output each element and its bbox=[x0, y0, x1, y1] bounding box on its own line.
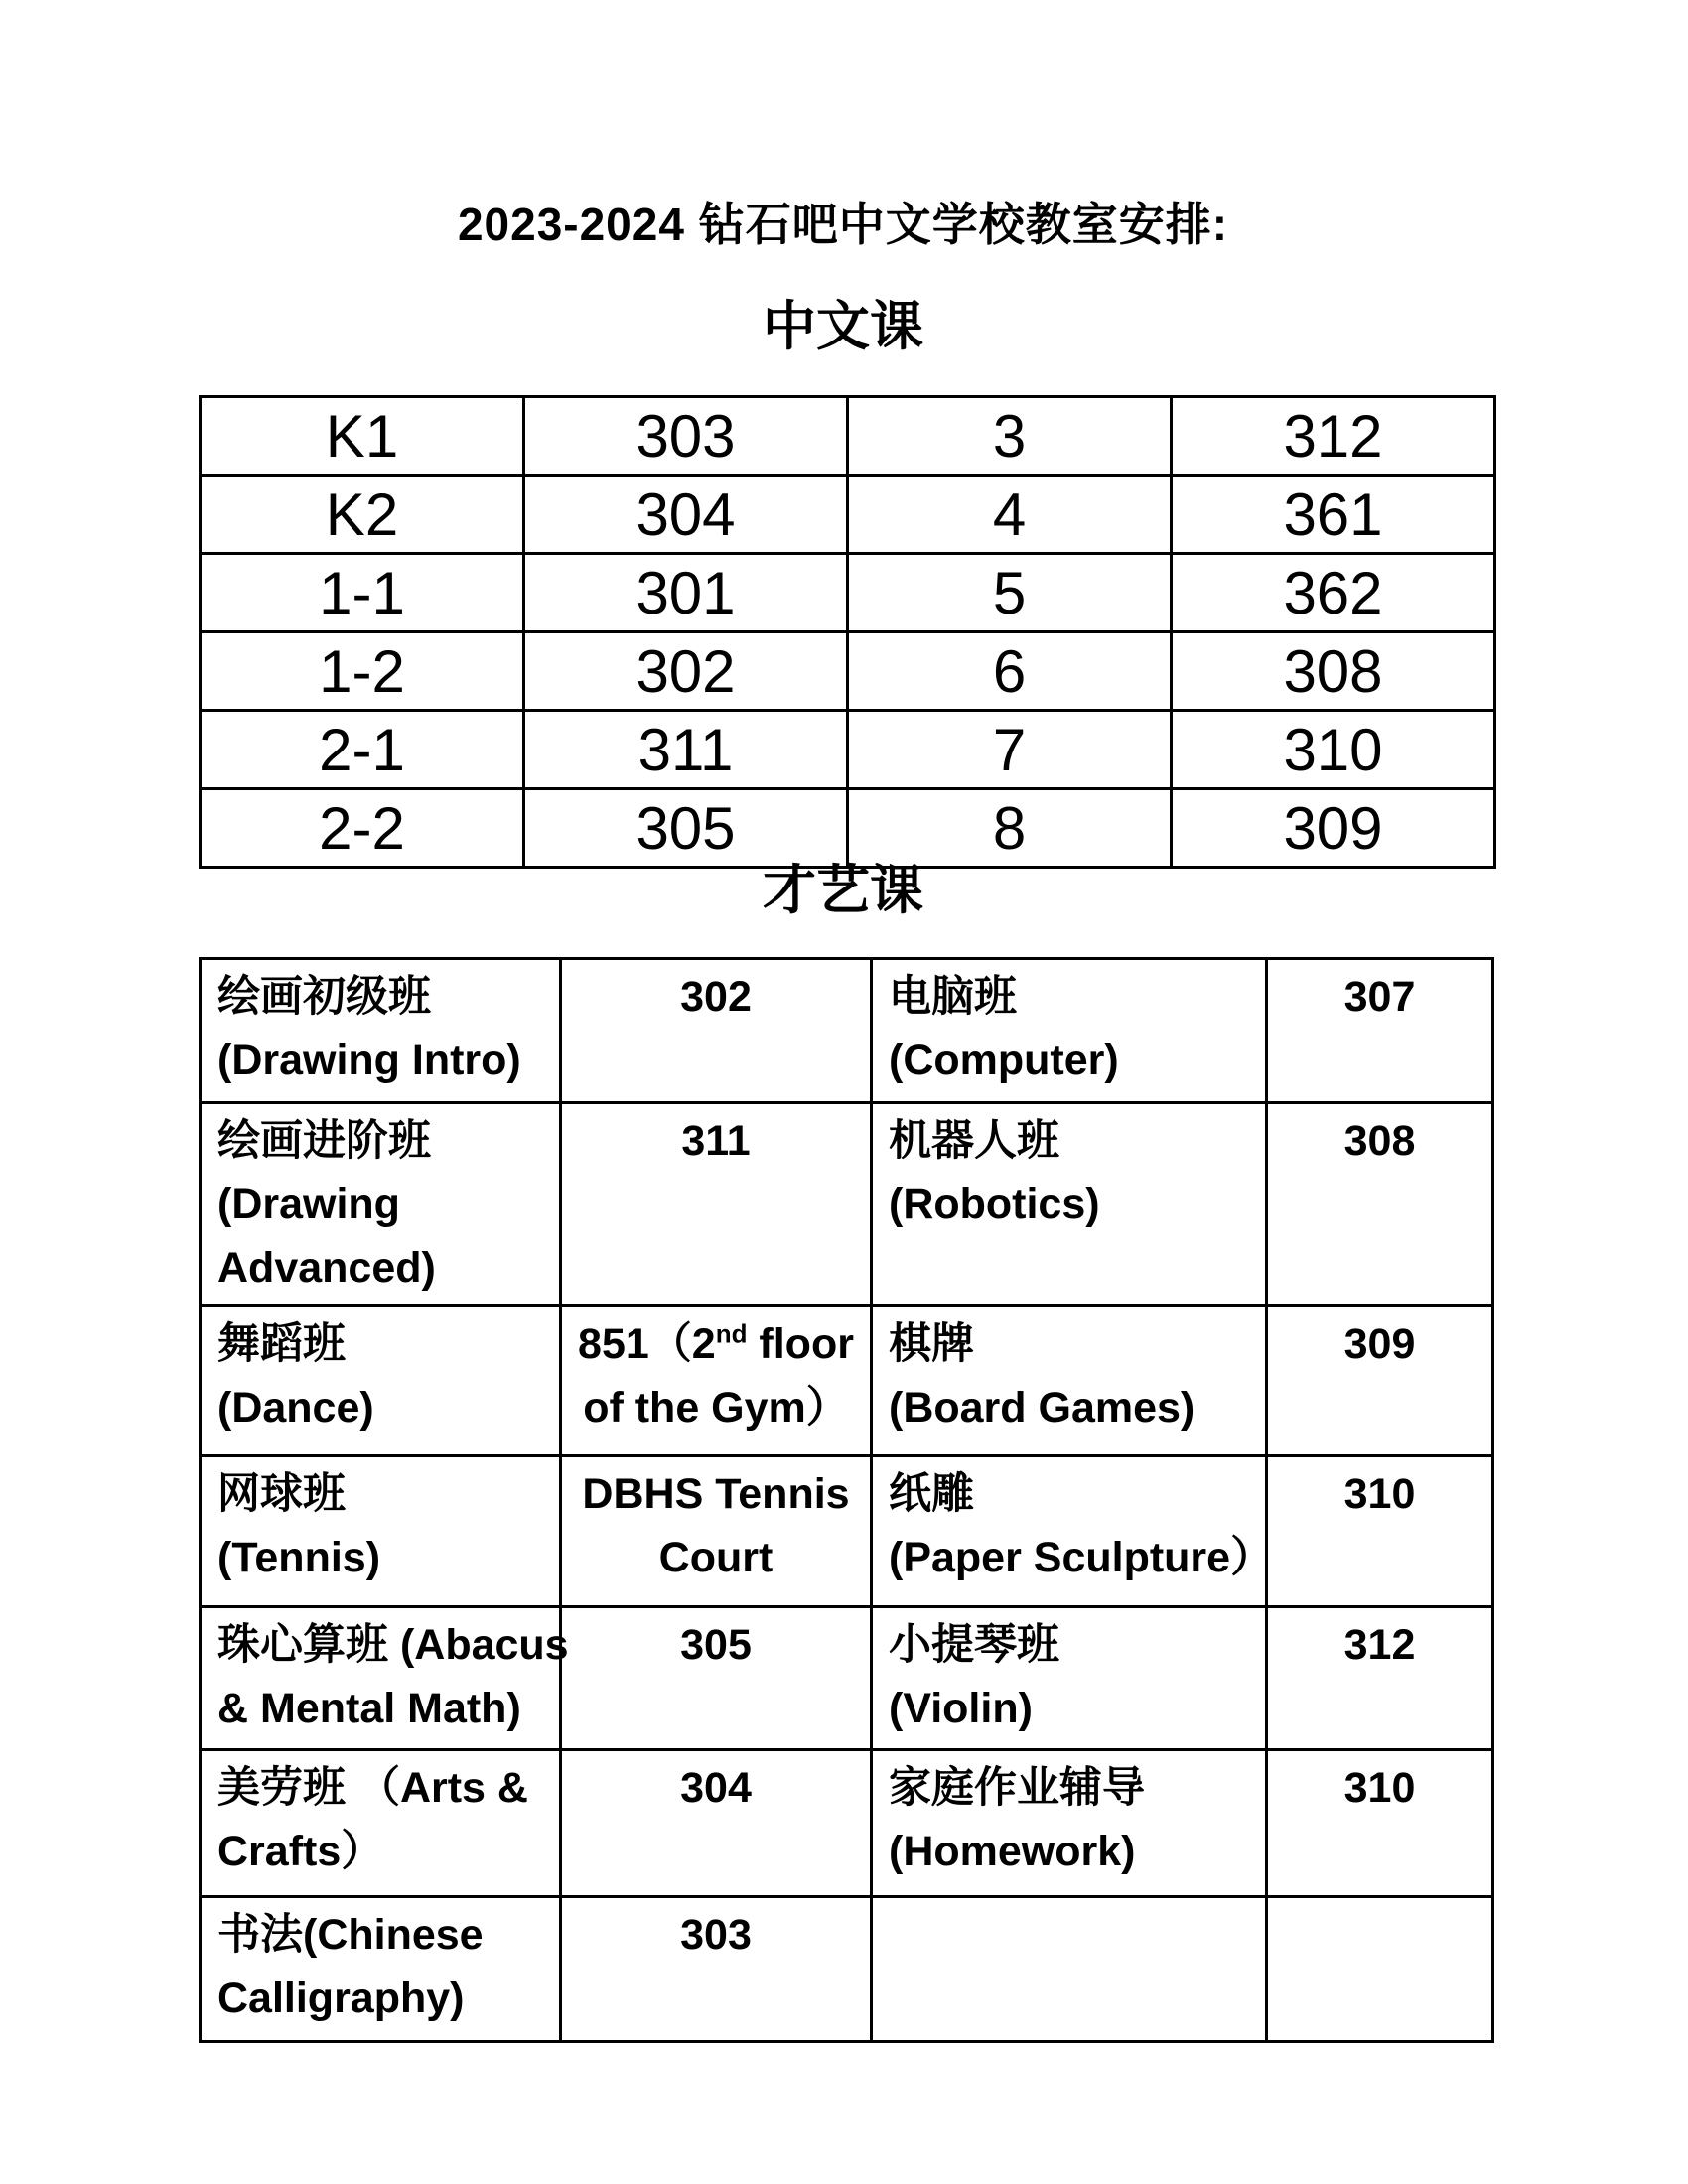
room-cell bbox=[1267, 1456, 1493, 1607]
room-cell: 311 bbox=[524, 711, 848, 789]
room-cell: 362 bbox=[1172, 554, 1495, 632]
class-name-zh: 舞蹈班 bbox=[217, 1320, 346, 1368]
room-number: 309 bbox=[1343, 1320, 1416, 1368]
table-row bbox=[201, 1897, 1493, 2042]
room-cell bbox=[561, 1750, 872, 1897]
room-cell bbox=[1267, 1607, 1493, 1750]
table-row bbox=[201, 554, 1495, 632]
room-cell bbox=[1267, 1103, 1493, 1306]
table-row bbox=[201, 959, 1493, 1103]
class-name-en: Calligraphy) bbox=[217, 1975, 465, 2022]
grade-cell: 3 bbox=[848, 397, 1172, 476]
room-cell bbox=[1267, 1750, 1493, 1897]
class-name-zh: 机器人班 bbox=[889, 1117, 1059, 1164]
class-name-en: (Board Games) bbox=[889, 1384, 1196, 1432]
table-row bbox=[201, 711, 1495, 789]
class-name-en: (Tennis) bbox=[217, 1534, 381, 1581]
class-name-zh: 珠心算班 (Abacus bbox=[217, 1621, 569, 1669]
room-cell: 304 bbox=[524, 476, 848, 554]
grade-cell: 5 bbox=[848, 554, 1172, 632]
table-row bbox=[201, 1456, 1493, 1607]
room-number: 302 bbox=[680, 973, 752, 1021]
empty-cell bbox=[1267, 1897, 1493, 2042]
talent-class-table bbox=[199, 957, 1494, 2043]
class-name-cell bbox=[201, 1306, 561, 1456]
grade-cell: 2-2 bbox=[201, 789, 524, 868]
class-name-zh: 电脑班 bbox=[889, 973, 1017, 1021]
room-number: 308 bbox=[1343, 1117, 1416, 1164]
class-name-cell bbox=[201, 959, 561, 1103]
room-number: 305 bbox=[680, 1621, 752, 1669]
class-name-en: (Drawing bbox=[217, 1180, 400, 1228]
room-location-line2: Court bbox=[658, 1534, 774, 1581]
class-name-cell bbox=[872, 1456, 1274, 1607]
table-row bbox=[201, 1306, 1493, 1456]
room-number-line2: of the Gym） bbox=[583, 1384, 849, 1432]
room-cell: 310 bbox=[1172, 711, 1495, 789]
grade-cell: 8 bbox=[848, 789, 1172, 868]
class-name-cell bbox=[872, 959, 1267, 1103]
room-cell bbox=[561, 1456, 872, 1607]
class-name-cell bbox=[872, 1607, 1267, 1750]
class-name-zh: 网球班 bbox=[217, 1470, 346, 1518]
room-location-line1: DBHS Tennis bbox=[582, 1470, 850, 1518]
room-cell bbox=[1267, 1306, 1493, 1456]
document-title: 2023-2024 钻石吧中文学校教室安排: bbox=[457, 199, 1229, 250]
table-row bbox=[201, 476, 1495, 554]
table-row bbox=[201, 1750, 1493, 1897]
class-name-en: (Homework) bbox=[889, 1828, 1136, 1875]
grade-cell: 6 bbox=[848, 632, 1172, 711]
class-name-cell bbox=[201, 1456, 561, 1607]
empty-cell bbox=[872, 1897, 1267, 2042]
section-heading-talent-class: 才艺课 bbox=[763, 861, 923, 920]
class-name-cell bbox=[201, 1103, 561, 1306]
class-name-en: Advanced) bbox=[217, 1244, 436, 1292]
room-number: 304 bbox=[680, 1764, 752, 1812]
table-row bbox=[201, 397, 1495, 476]
room-number: 310 bbox=[1343, 1470, 1416, 1518]
room-cell: 303 bbox=[524, 397, 848, 476]
room-cell: 305 bbox=[524, 789, 848, 868]
room-cell: 308 bbox=[1172, 632, 1495, 711]
grade-cell: 1-1 bbox=[201, 554, 524, 632]
grade-cell: 1-2 bbox=[201, 632, 524, 711]
grade-cell: 4 bbox=[848, 476, 1172, 554]
table-row bbox=[201, 632, 1495, 711]
class-name-cell bbox=[872, 1103, 1267, 1306]
class-name-cell bbox=[201, 1607, 569, 1750]
class-name-en: (Robotics) bbox=[889, 1180, 1100, 1228]
room-cell: 312 bbox=[1172, 397, 1495, 476]
class-name-en: (Paper Sculpture） bbox=[889, 1534, 1274, 1581]
table-row bbox=[201, 1103, 1493, 1306]
class-name-en: (Drawing Intro) bbox=[217, 1036, 521, 1084]
class-name-en: (Dance) bbox=[217, 1384, 374, 1432]
room-number: 310 bbox=[1343, 1764, 1416, 1812]
room-cell bbox=[561, 1897, 872, 2042]
class-name-cell bbox=[201, 1897, 561, 2042]
grade-cell: 7 bbox=[848, 711, 1172, 789]
class-name-cell bbox=[201, 1750, 561, 1897]
chinese-class-table bbox=[199, 395, 1496, 869]
room-number bbox=[566, 1312, 866, 1376]
room-number: 303 bbox=[680, 1911, 752, 1959]
class-name-zh: 纸雕 bbox=[889, 1470, 974, 1518]
class-name-zh: 书法(Chinese bbox=[217, 1911, 484, 1959]
room-cell bbox=[561, 1306, 872, 1456]
class-name-en: & Mental Math) bbox=[217, 1685, 521, 1732]
room-number: 307 bbox=[1343, 973, 1416, 1021]
room-number-text: floor bbox=[747, 1320, 854, 1368]
grade-cell: K1 bbox=[201, 397, 524, 476]
room-number: 312 bbox=[1343, 1621, 1416, 1669]
class-name-en: Crafts） bbox=[217, 1828, 384, 1875]
room-cell: 309 bbox=[1172, 789, 1495, 868]
class-name-en: (Computer) bbox=[889, 1036, 1119, 1084]
room-number: 311 bbox=[681, 1117, 751, 1164]
section-heading-chinese-class: 中文课 bbox=[763, 297, 923, 356]
grade-cell: K2 bbox=[201, 476, 524, 554]
room-number-text: 851（2 bbox=[578, 1320, 716, 1368]
class-name-zh: 家庭作业辅导 bbox=[889, 1764, 1145, 1812]
class-name-zh: 棋牌 bbox=[889, 1320, 974, 1368]
class-name-zh: 绘画进阶班 bbox=[217, 1117, 431, 1164]
room-cell bbox=[561, 1103, 872, 1306]
class-name-zh: 绘画初级班 bbox=[217, 973, 431, 1021]
table-row bbox=[201, 1607, 1493, 1750]
room-cell bbox=[1267, 959, 1493, 1103]
room-cell: 301 bbox=[524, 554, 848, 632]
room-cell: 302 bbox=[524, 632, 848, 711]
class-name-en: (Violin) bbox=[889, 1685, 1033, 1732]
superscript-ordinal: nd bbox=[715, 1318, 748, 1349]
room-cell bbox=[561, 1607, 872, 1750]
room-cell: 361 bbox=[1172, 476, 1495, 554]
class-name-cell bbox=[872, 1306, 1267, 1456]
class-name-zh: 小提琴班 bbox=[889, 1621, 1059, 1669]
class-name-cell bbox=[872, 1750, 1267, 1897]
class-name-zh: 美劳班 （Arts & bbox=[217, 1764, 528, 1812]
grade-cell: 2-1 bbox=[201, 711, 524, 789]
room-cell bbox=[561, 959, 872, 1103]
